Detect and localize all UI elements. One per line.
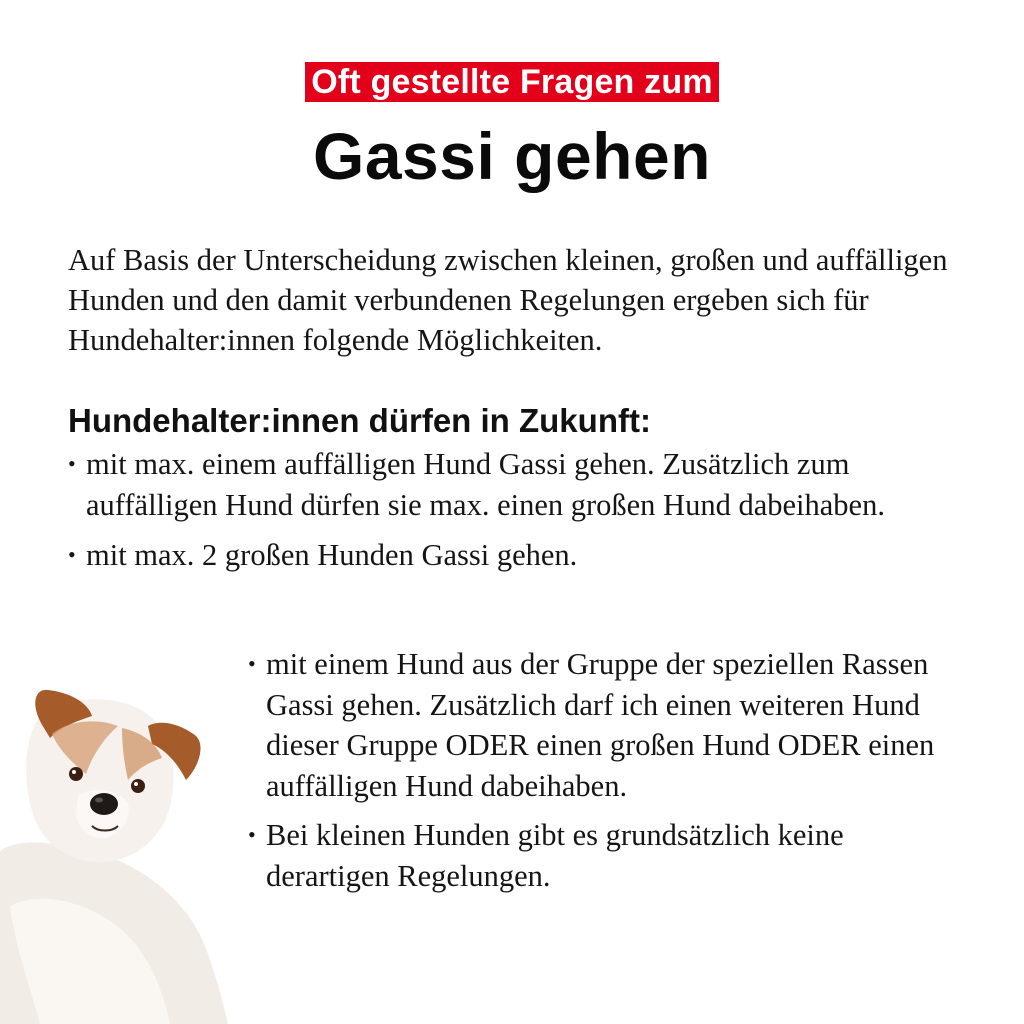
kicker-label: Oft gestellte Fragen zum	[305, 62, 719, 102]
list-item	[248, 644, 968, 806]
dog-illustration	[0, 676, 230, 1024]
list-item	[248, 815, 968, 896]
bullet-icon: •	[68, 542, 76, 567]
list-item-text: mit max. 2 großen Hunden Gassi gehen.	[86, 538, 578, 572]
rules-list-upper	[68, 444, 968, 576]
list-item	[68, 535, 968, 576]
bullet-icon: •	[248, 822, 256, 847]
section-heading: Hundehalter:innen dürfen in Zukunft:	[68, 402, 651, 439]
list-item	[68, 444, 968, 525]
bullet-icon: •	[68, 451, 76, 476]
rules-list-lower	[248, 644, 968, 896]
list-item-text: mit einem Hund aus der Gruppe der speziellen Rassen Gassi gehen. Zusätzlich darf ich einen weiteren Hund dieser Gruppe ODER einen großen Hund ODER einen auffälligen Hund dabeihaben.	[266, 647, 935, 803]
page-title: Gassi gehen	[313, 119, 711, 193]
intro-paragraph: Auf Basis der Unterscheidung zwischen kleinen, großen und auffälligen Hunden und den damit verbundenen Regelungen ergeben sich für Hundehalter:innen folgende Möglichkeiten.	[68, 243, 948, 357]
list-item-text: Bei kleinen Hunden gibt es grundsätzlich keine derartigen Regelungen.	[266, 818, 844, 893]
bullet-icon: •	[248, 651, 256, 676]
kicker-wrapper	[0, 62, 1024, 102]
list-item-text: mit max. einem auffälligen Hund Gassi gehen. Zusätzlich zum auffälligen Hund dürfen sie max. einen großen Hund dabeihaben.	[86, 447, 885, 522]
